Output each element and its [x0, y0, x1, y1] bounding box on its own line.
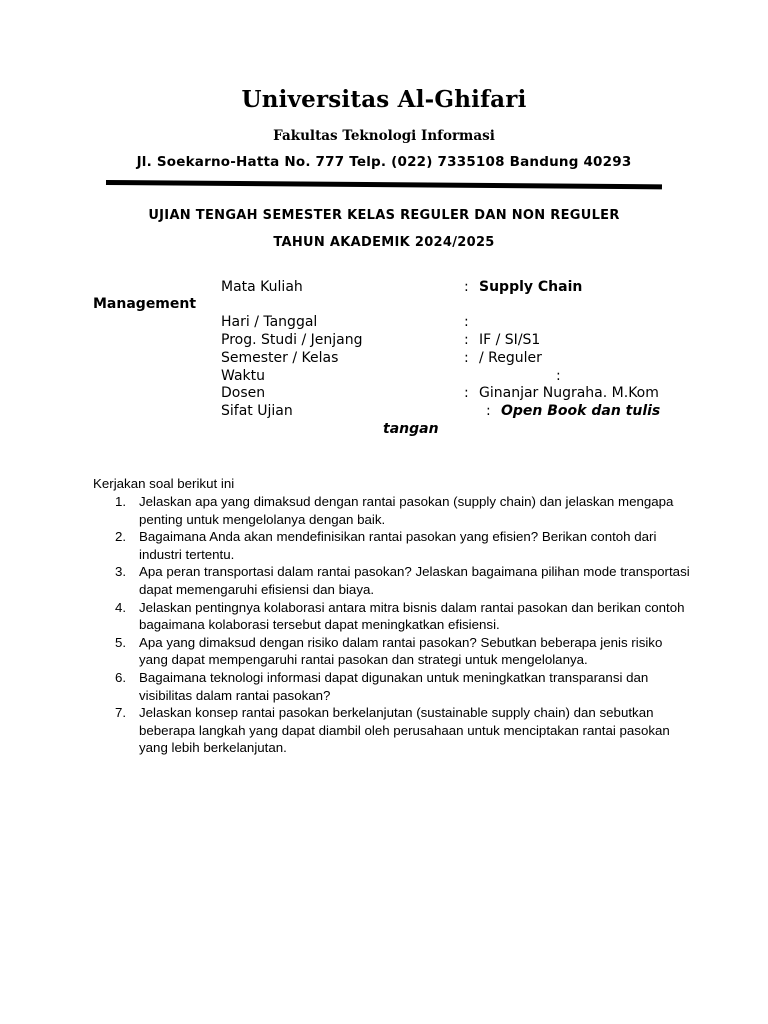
question-item — [93, 528, 693, 563]
semester-value: / Reguler — [479, 350, 542, 366]
question-text: Jelaskan konsep rantai pasokan berkelanjutan (sustainable supply chain) dan sebutkan beberapa langkah yang dapat diambil oleh perusahaan untuk menciptakan rantai pasokan yang lebih berkelanjutan. — [139, 705, 670, 756]
question-text: Bagaimana teknologi informasi dapat digunakan untuk meningkatkan transparansi dan visibilitas dalam rantai pasokan? — [139, 669, 649, 703]
course-value-wrap: Management — [93, 296, 197, 312]
time-colon: : — [556, 368, 561, 384]
question-item — [93, 599, 693, 634]
semester-label: Semester / Kelas — [221, 350, 339, 366]
faculty-name: Fakultas Teknologi Informasi — [273, 128, 495, 144]
question-item — [93, 563, 693, 598]
question-item — [93, 493, 693, 528]
question-number: 1. — [115, 494, 127, 509]
question-item — [93, 704, 693, 757]
question-number: 7. — [115, 705, 127, 721]
exam-nature-value-wrap: tangan — [383, 421, 439, 437]
question-number: 6. — [115, 669, 127, 685]
program-label: Prog. Studi / Jenjang — [221, 332, 363, 348]
exam-title: UJIAN TENGAH SEMESTER KELAS REGULER DAN NON REGULER — [148, 208, 620, 223]
exam-nature-value: Open Book dan tulis — [501, 403, 661, 419]
exam-nature-label: Sifat Ujian — [221, 403, 293, 419]
lecturer-label: Dosen — [221, 385, 266, 401]
question-item — [93, 669, 693, 704]
question-text: Jelaskan pentingnya kolaborasi antara mitra bisnis dalam rantai pasokan dan berikan contoh bagaimana kolaborasi tersebut dapat meningkatkan efisiensi. — [139, 599, 685, 633]
question-list — [93, 493, 693, 757]
exam-nature-colon: : — [486, 403, 491, 419]
question-text: Apa yang dimaksud dengan risiko dalam rantai pasokan? Sebutkan beberapa jenis risiko yang dapat mempengaruhi rantai pasokan dan strategi untuk mengelolanya. — [139, 634, 663, 668]
question-text: Bagaimana Anda akan mendefinisikan rantai pasokan yang efisien? Berikan contoh dari industri tertentu. — [139, 529, 657, 562]
instructions-text: Kerjakan soal berikut ini — [93, 476, 235, 491]
program-value: IF / SI/S1 — [479, 332, 541, 348]
lecturer-value: Ginanjar Nugraha. M.Kom — [479, 385, 659, 401]
header-divider — [106, 180, 662, 189]
question-number: 4. — [115, 599, 127, 615]
question-number: 3. — [115, 564, 127, 580]
course-label: Mata Kuliah — [221, 279, 303, 295]
semester-colon: : — [464, 350, 469, 366]
course-value: Supply Chain — [479, 279, 583, 295]
lecturer-colon: : — [464, 385, 469, 401]
university-address: Jl. Soekarno-Hatta No. 777 Telp. (022) 7335108 Bandung 40293 — [136, 154, 632, 170]
university-name: Universitas Al-Ghifari — [241, 86, 527, 113]
time-label: Waktu — [221, 368, 265, 384]
question-item — [93, 634, 693, 669]
academic-year: TAHUN AKADEMIK 2024/2025 — [273, 235, 495, 250]
course-colon: : — [464, 279, 469, 295]
question-text: Jelaskan apa yang dimaksud dengan rantai pasokan (supply chain) dan jelaskan mengapa penting untuk mengelolanya dengan baik. — [139, 494, 674, 527]
question-text: Apa peran transportasi dalam rantai pasokan? Jelaskan bagaimana pilihan mode transportasi dapat memengaruhi efisiensi dan biaya. — [139, 564, 690, 597]
question-number: 2. — [115, 529, 127, 545]
day-colon: : — [464, 314, 469, 330]
day-label: Hari / Tanggal — [221, 314, 318, 330]
program-colon: : — [464, 332, 469, 348]
question-number: 5. — [115, 634, 127, 650]
